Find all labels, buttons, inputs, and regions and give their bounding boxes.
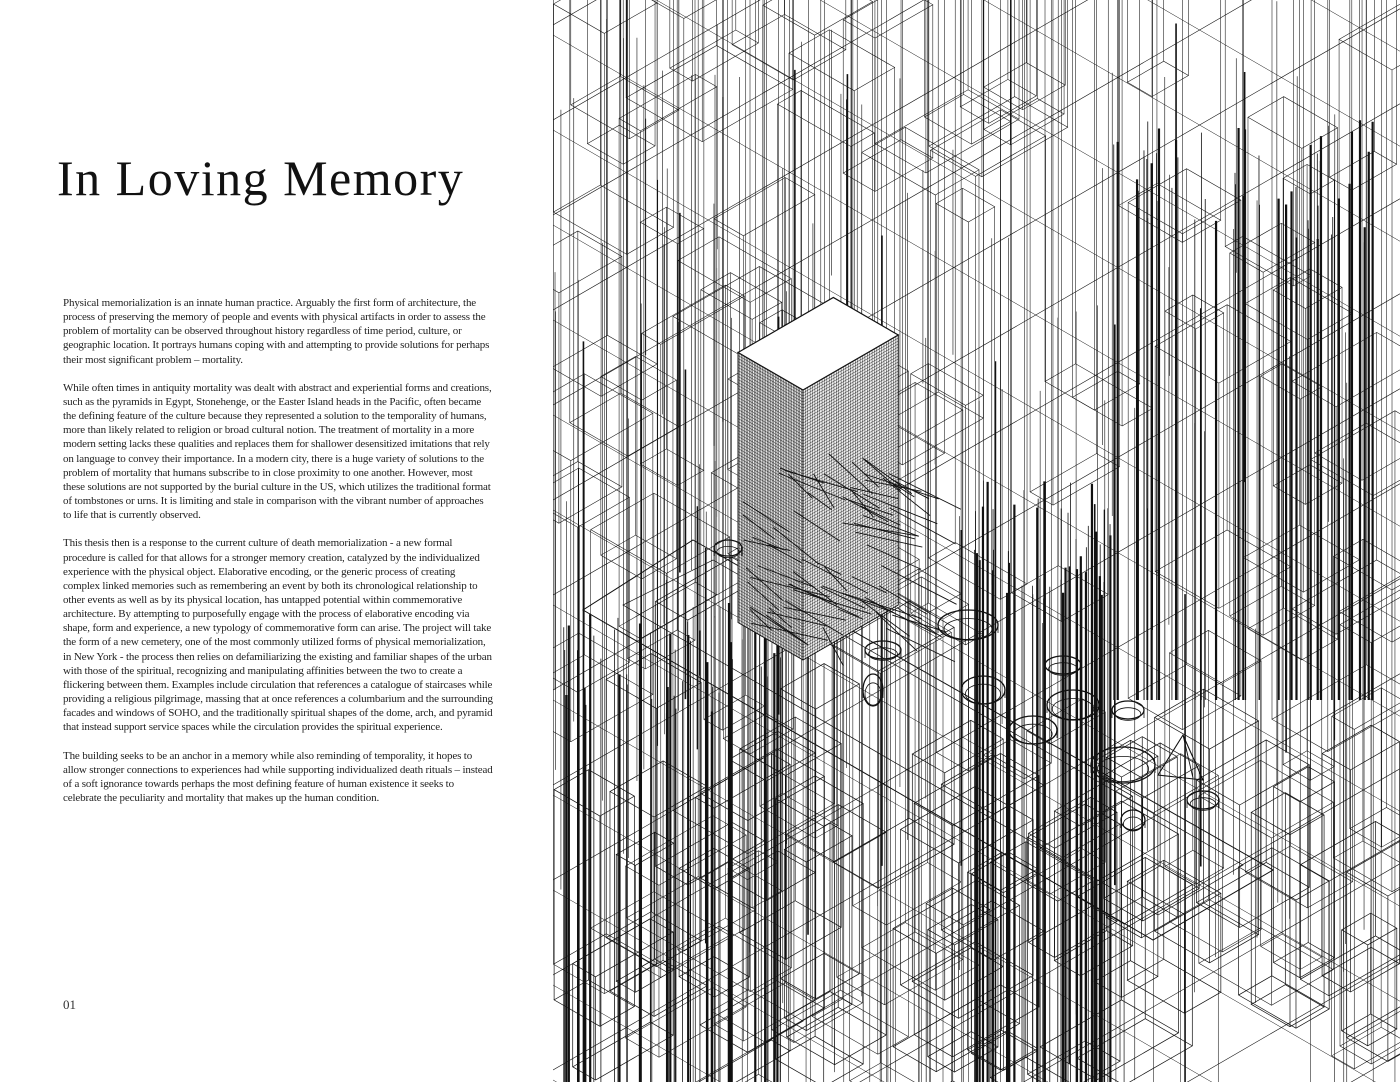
paragraph-3: This thesis then is a response to the current culture of death memorialization - a new formal procedure is called for that allows for a stronger memory creation, catalyzed by the individualized experience with the physical object. Elaborative encoding, or the generic process of creating complex linked memories such as remembering an event by both its chronological relationship to other events as well as by its physical location, has untapped potential within commemorative architecture. By attempting to purposefully engage with the process of elaborative encoding via shape, form and experience, a new typology of commemorative form can arise. The project will take the form of a new cemetery, one of the most commonly utilized forms of physical memorialization, in New York - the process then relies on defamiliarizing the existing and familiar shapes of the urban with those of the spiritual, recognizing and manipulating affinities between the two to create a flickering between them. Examples include circulation that references a catalogue of staircases while providing a religious pilgrimage, massing that at once references a columbarium and the surrounding facades and windows of SOHO, and the traditionally spiritual shapes of the dome, arch, and pyramid that instead support service spaces while the circulation provides the spiritual experience. — [63, 537, 493, 734]
left-page — [0, 0, 553, 1082]
page-number: 01 — [63, 997, 76, 1012]
right-page — [553, 0, 1400, 1082]
paragraph-1: Physical memorialization is an innate human practice. Arguably the first form of architecture, the process of preserving the memory of people and events with physical artifacts in order to assess the problem of mortality can be observed throughout history regardless of time period, culture, or geographic location. It portrays humans coping with and attempting to provide solutions for perhaps their most significant problem – mortality. — [63, 297, 490, 366]
paragraph-4: The building seeks to be an anchor in a memory while also reminding of temporality, it hopes to allow stronger connections to experiences had while supporting individualized death rituals – instead of a soft ignorance towards perhaps the most defining feature of human existence it seeks to celebrate the peculiarity and mortality that makes up the human condition. — [63, 749, 493, 804]
page-title: In Loving Memory — [57, 150, 465, 206]
paragraph-2: While often times in antiquity mortality was dealt with abstract and experiential forms and creations, such as the pyramids in Egypt, Stonehenge, or the Easter Island heads in the Pacific, often became the defining feature of the culture because they represented a solution to the temporality of humans, more than likely related to religion or broad cultural notion. The treatment of mortality in a more modern setting lacks these qualities and replaces them for shallower desensitized imitations that rely on language to convey their importance. In a modern city, there is a huge variety of solutions to the problem of mortality that humans subscribe to in close proximity to one another. However, most these solutions are not supported by the burial culture in the US, which utilizes the traditional format of tombstones or urns. It is limiting and stale in comparison with the vibrant number of approaches to life that is currently observed. — [63, 381, 492, 522]
isometric-wireframe-city-drawing — [553, 0, 1400, 1082]
body-text — [63, 296, 493, 819]
